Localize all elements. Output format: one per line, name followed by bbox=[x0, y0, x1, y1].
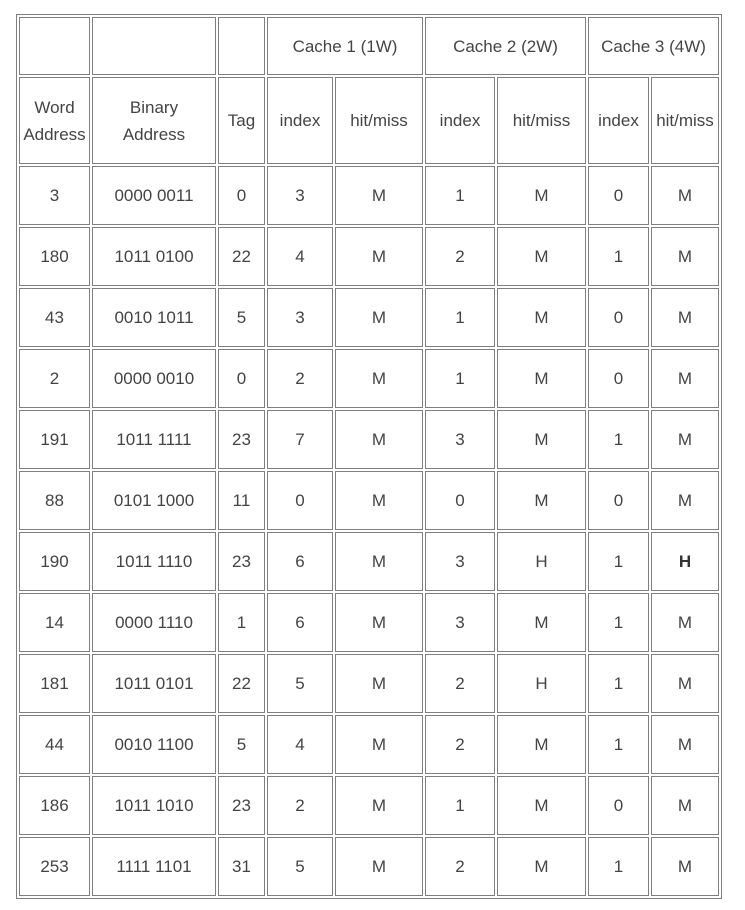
cache3-hitmiss-cell: M bbox=[651, 593, 719, 652]
cache2-hitmiss-header: hit/miss bbox=[497, 77, 586, 164]
cache2-index-cell: 2 bbox=[425, 654, 495, 713]
word-address-cell: 181 bbox=[19, 654, 90, 713]
binary-address-cell: 0101 1000 bbox=[92, 471, 216, 530]
cache1-index-cell: 5 bbox=[267, 654, 333, 713]
cache3-hitmiss-cell: M bbox=[651, 410, 719, 469]
tag-cell: 23 bbox=[218, 532, 265, 591]
header-empty-cell bbox=[19, 17, 90, 75]
table-row bbox=[19, 227, 719, 286]
tag-cell: 23 bbox=[218, 776, 265, 835]
table-row bbox=[19, 471, 719, 530]
tag-cell: 22 bbox=[218, 227, 265, 286]
word-address-cell: 180 bbox=[19, 227, 90, 286]
tag-cell: 23 bbox=[218, 410, 265, 469]
cache2-index-cell: 1 bbox=[425, 776, 495, 835]
table-row bbox=[19, 532, 719, 591]
cache1-index-header: index bbox=[267, 77, 333, 164]
binary-address-cell: 0010 1100 bbox=[92, 715, 216, 774]
table-row bbox=[19, 166, 719, 225]
cache3-hitmiss-cell: M bbox=[651, 166, 719, 225]
tag-cell: 22 bbox=[218, 654, 265, 713]
cache3-hitmiss-cell: M bbox=[651, 776, 719, 835]
cache2-hitmiss-cell: H bbox=[497, 532, 586, 591]
cache2-index-cell: 2 bbox=[425, 227, 495, 286]
cache2-index-cell: 1 bbox=[425, 349, 495, 408]
header-row-columns bbox=[19, 77, 719, 164]
cache1-hitmiss-header: hit/miss bbox=[335, 77, 423, 164]
cache3-index-cell: 1 bbox=[588, 410, 649, 469]
cache3-index-cell: 1 bbox=[588, 837, 649, 896]
cache3-index-cell: 1 bbox=[588, 593, 649, 652]
cache3-hitmiss-cell: M bbox=[651, 471, 719, 530]
cache3-hitmiss-cell: M bbox=[651, 654, 719, 713]
table-row bbox=[19, 837, 719, 896]
cache3-index-cell: 0 bbox=[588, 288, 649, 347]
cache1-index-cell: 2 bbox=[267, 349, 333, 408]
cache1-hitmiss-cell: M bbox=[335, 166, 423, 225]
cache2-hitmiss-cell: M bbox=[497, 471, 586, 530]
cache3-index-cell: 0 bbox=[588, 776, 649, 835]
cache3-index-cell: 1 bbox=[588, 227, 649, 286]
binary-address-cell: 1011 0100 bbox=[92, 227, 216, 286]
cache2-hitmiss-cell: H bbox=[497, 654, 586, 713]
cache3-index-cell: 0 bbox=[588, 166, 649, 225]
binary-address-header bbox=[92, 77, 216, 164]
cache1-index-cell: 4 bbox=[267, 715, 333, 774]
binary-address-cell: 1011 1111 bbox=[92, 410, 216, 469]
cache3-index-cell: 1 bbox=[588, 715, 649, 774]
binary-address-cell: 0000 1110 bbox=[92, 593, 216, 652]
cache2-index-cell: 1 bbox=[425, 288, 495, 347]
tag-cell: 5 bbox=[218, 288, 265, 347]
cache2-hitmiss-cell: M bbox=[497, 715, 586, 774]
binary-address-header-line2: Address bbox=[122, 124, 186, 144]
cache2-index-cell: 3 bbox=[425, 410, 495, 469]
binary-address-cell: 1011 0101 bbox=[92, 654, 216, 713]
binary-address-cell: 0010 1011 bbox=[92, 288, 216, 347]
cache2-hitmiss-cell: M bbox=[497, 288, 586, 347]
word-address-header bbox=[19, 77, 90, 164]
cache3-hitmiss-cell: M bbox=[651, 288, 719, 347]
binary-address-cell: 1011 1110 bbox=[92, 532, 216, 591]
cache2-index-cell: 2 bbox=[425, 837, 495, 896]
word-address-cell: 2 bbox=[19, 349, 90, 408]
tag-cell: 11 bbox=[218, 471, 265, 530]
cache1-hitmiss-cell: M bbox=[335, 471, 423, 530]
word-address-cell: 253 bbox=[19, 837, 90, 896]
cache1-index-cell: 6 bbox=[267, 532, 333, 591]
word-address-cell: 190 bbox=[19, 532, 90, 591]
word-address-cell: 191 bbox=[19, 410, 90, 469]
cache2-index-cell: 2 bbox=[425, 715, 495, 774]
table-row bbox=[19, 593, 719, 652]
cache2-index-cell: 1 bbox=[425, 166, 495, 225]
table-row bbox=[19, 715, 719, 774]
cache3-index-cell: 1 bbox=[588, 532, 649, 591]
cache1-index-cell: 3 bbox=[267, 288, 333, 347]
header-empty-cell bbox=[92, 17, 216, 75]
word-address-cell: 186 bbox=[19, 776, 90, 835]
cache1-hitmiss-cell: M bbox=[335, 410, 423, 469]
cache3-index-cell: 0 bbox=[588, 349, 649, 408]
cache3-hitmiss-cell: M bbox=[651, 715, 719, 774]
word-address-header-line1: Word bbox=[34, 97, 75, 117]
cache1-index-cell: 0 bbox=[267, 471, 333, 530]
tag-cell: 0 bbox=[218, 349, 265, 408]
cache2-header: Cache 2 (2W) bbox=[425, 17, 586, 75]
cache1-index-cell: 3 bbox=[267, 166, 333, 225]
cache2-index-cell: 0 bbox=[425, 471, 495, 530]
table-row bbox=[19, 776, 719, 835]
word-address-cell: 44 bbox=[19, 715, 90, 774]
table-row bbox=[19, 410, 719, 469]
word-address-cell: 3 bbox=[19, 166, 90, 225]
tag-cell: 31 bbox=[218, 837, 265, 896]
binary-address-cell: 1111 1101 bbox=[92, 837, 216, 896]
cache-simulation-table bbox=[16, 14, 722, 899]
cache3-index-header: index bbox=[588, 77, 649, 164]
cache3-index-cell: 0 bbox=[588, 471, 649, 530]
binary-address-cell: 0000 0011 bbox=[92, 166, 216, 225]
tag-cell: 1 bbox=[218, 593, 265, 652]
cache1-index-cell: 2 bbox=[267, 776, 333, 835]
cache1-hitmiss-cell: M bbox=[335, 227, 423, 286]
cache2-hitmiss-cell: M bbox=[497, 227, 586, 286]
tag-cell: 0 bbox=[218, 166, 265, 225]
tag-header: Tag bbox=[218, 77, 265, 164]
cache2-hitmiss-cell: M bbox=[497, 776, 586, 835]
cache1-hitmiss-cell: M bbox=[335, 593, 423, 652]
cache3-index-cell: 1 bbox=[588, 654, 649, 713]
binary-address-header-line1: Binary bbox=[129, 97, 179, 117]
tag-cell: 5 bbox=[218, 715, 265, 774]
cache2-index-cell: 3 bbox=[425, 593, 495, 652]
word-address-cell: 14 bbox=[19, 593, 90, 652]
cache3-hitmiss-cell: H bbox=[651, 532, 719, 591]
cache1-hitmiss-cell: M bbox=[335, 532, 423, 591]
cache3-hitmiss-header: hit/miss bbox=[651, 77, 719, 164]
table-row bbox=[19, 654, 719, 713]
cache2-hitmiss-cell: M bbox=[497, 410, 586, 469]
cache3-hitmiss-cell: M bbox=[651, 349, 719, 408]
word-address-cell: 88 bbox=[19, 471, 90, 530]
binary-address-cell: 1011 1010 bbox=[92, 776, 216, 835]
cache3-header: Cache 3 (4W) bbox=[588, 17, 719, 75]
cache1-hitmiss-cell: M bbox=[335, 715, 423, 774]
binary-address-cell: 0000 0010 bbox=[92, 349, 216, 408]
header-empty-cell bbox=[218, 17, 265, 75]
word-address-cell: 43 bbox=[19, 288, 90, 347]
cache1-index-cell: 7 bbox=[267, 410, 333, 469]
header-row-caches bbox=[19, 17, 719, 75]
cache2-hitmiss-cell: M bbox=[497, 837, 586, 896]
cache1-index-cell: 6 bbox=[267, 593, 333, 652]
table-row bbox=[19, 349, 719, 408]
cache1-header: Cache 1 (1W) bbox=[267, 17, 423, 75]
cache1-hitmiss-cell: M bbox=[335, 654, 423, 713]
cache2-index-header: index bbox=[425, 77, 495, 164]
cache1-hitmiss-cell: M bbox=[335, 776, 423, 835]
cache2-hitmiss-cell: M bbox=[497, 166, 586, 225]
cache1-index-cell: 5 bbox=[267, 837, 333, 896]
cache1-hitmiss-cell: M bbox=[335, 349, 423, 408]
cache1-hitmiss-cell: M bbox=[335, 837, 423, 896]
cache1-hitmiss-cell: M bbox=[335, 288, 423, 347]
cache3-hitmiss-cell: M bbox=[651, 837, 719, 896]
cache2-hitmiss-cell: M bbox=[497, 349, 586, 408]
table-container bbox=[16, 14, 722, 899]
cache2-index-cell: 3 bbox=[425, 532, 495, 591]
cache3-hitmiss-cell: M bbox=[651, 227, 719, 286]
cache1-index-cell: 4 bbox=[267, 227, 333, 286]
word-address-header-line2: Address bbox=[23, 124, 86, 144]
table-row bbox=[19, 288, 719, 347]
cache2-hitmiss-cell: M bbox=[497, 593, 586, 652]
